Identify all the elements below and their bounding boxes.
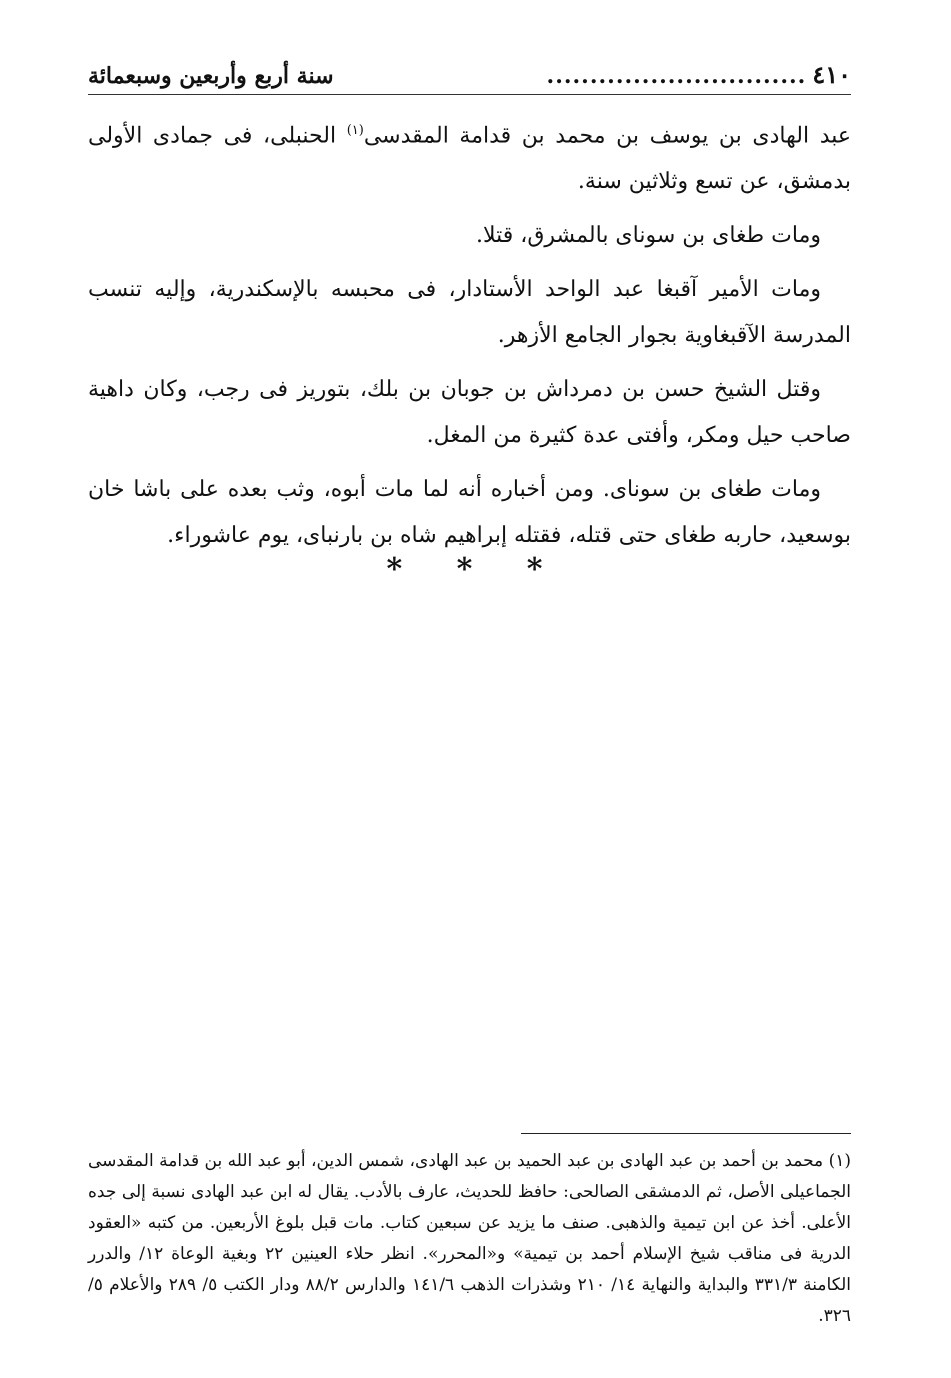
footnote (88, 1146, 851, 1332)
footnote-ref: (١) (346, 123, 364, 138)
main-text (88, 108, 851, 567)
paragraph-4: وقتل الشيخ حسن بن دمرداش بن جوبان بن بلك، بتوريز فى رجب، وكان داهية صاحب حيل ومكر، وأفتى عدة كثيرة من المغل. (88, 377, 851, 449)
footnote-text: (١) محمد بن أحمد بن عبد الهادى بن عبد الحميد بن عبد الهادى، شمس الدين، أبو عبد الله بن قدامة المقدسى الجماعيلى الأصل، ثم الدمشقى الصالحى: حافظ للحديث، عارف بالأدب. يقال له ابن عبد الهادى نسبة إلى جده الأعلى. أخذ عن ابن تيمية والذهبى. صنف ما يزيد عن سبعين كتاب. مات قبل بلوغ الأربعين. من كتبه «العقود الدرية فى مناقب شيخ الإسلام أحمد بن تيمية» و«المحرر». انظر حلاء العينين ٢٢ وبغية الوعاة ١٢/ والدرر الكامنة ٣٣١/٣ والبداية والنهاية ١٤/ ٢١٠ وشذرات الذهب ١٤١/٦ والدارس ٨٨/٢ ودار الكتب ٥/ ٢٨٩ والأعلام ٥/ ٣٢٦. (88, 1151, 852, 1326)
running-header (88, 60, 851, 95)
paragraph-3: ومات الأمير آقبغا عبد الواحد الأستادار، فى محبسه بالإسكندرية، وإليه تنسب المدرسة الآقبغاوية بجوار الجامع الأزهر. (88, 277, 851, 349)
paragraph-5: ومات طغاى بن سوناى. ومن أخباره أنه لما مات أبوه، وثب بعده على باشا خان بوسعيد، حاربه طغاى حتى قتله، فقتله إبراهيم شاه بن بارنباى، يوم عاشوراء. (88, 477, 851, 549)
page-number: ٤١٠ (812, 60, 851, 89)
paragraph-1-end: الحنبلى، فى جمادى الأولى بدمشق، عن تسع وثلاثين سنة. (88, 123, 851, 195)
footnote-divider (521, 1133, 851, 1134)
paragraph-1-start: عبد الهادى بن يوسف بن محمد بن قدامة المقدسى (363, 123, 852, 149)
section-separator: * * * (386, 552, 565, 587)
paragraph-1 (88, 108, 851, 205)
paragraph-2: ومات طغاى بن سوناى بالمشرق، قتلا. (475, 223, 821, 249)
running-title: سنة أربع وأربعين وسبعمائة (88, 63, 334, 89)
header-leader-dots: .............................. (546, 63, 807, 89)
